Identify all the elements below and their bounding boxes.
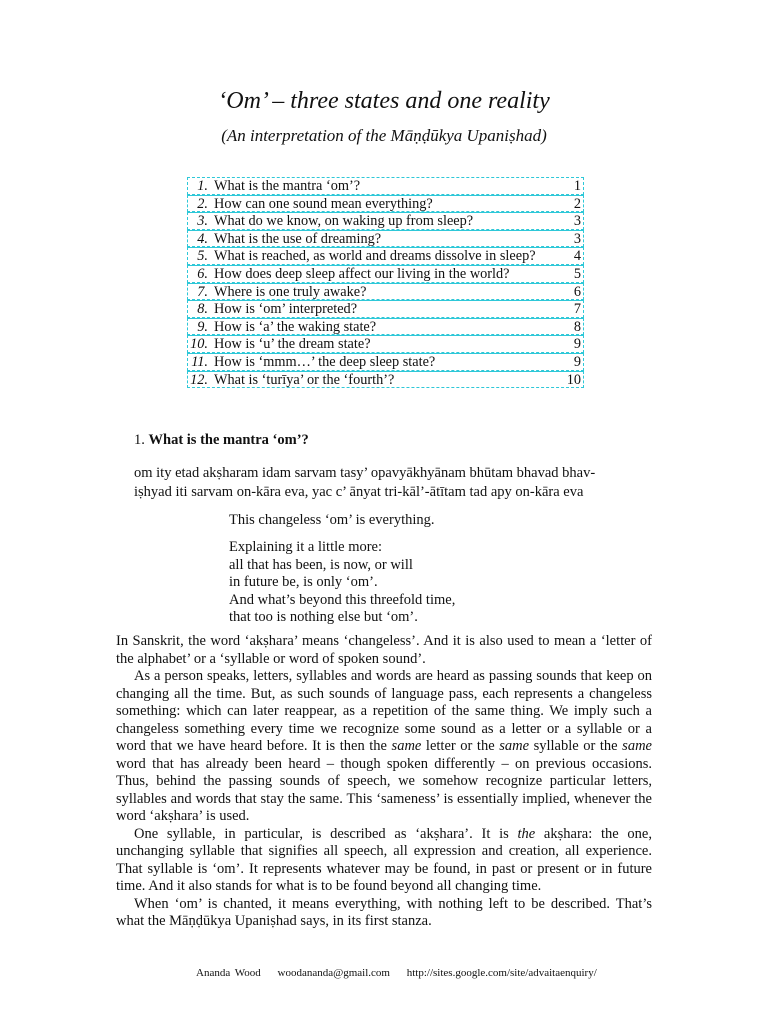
verse-line: And what’s beyond this threefold time, — [229, 591, 456, 608]
verse-line: Explaining it a little more: — [229, 539, 383, 555]
verse-line: in future be, is only ‘om’. — [229, 574, 378, 590]
section-heading — [134, 432, 309, 449]
toc-number: 6. — [197, 265, 208, 282]
body-text — [116, 633, 652, 931]
toc-page: 6 — [573, 283, 581, 300]
footer-author: Ananda Wood — [196, 967, 261, 979]
section-number: 1. — [134, 432, 145, 448]
toc-number: 1. — [197, 178, 208, 194]
verse-line: that too is nothing else but ‘om’. — [229, 609, 418, 625]
section-title: What is the mantra ‘om’? — [148, 432, 309, 448]
toc-link-3[interactable] — [187, 212, 584, 230]
toc-title: Where is one truly awake? — [214, 283, 367, 300]
toc-number: 5. — [197, 248, 208, 265]
toc-link-8[interactable] — [187, 300, 584, 318]
toc-title: What is the use of dreaming? — [214, 230, 382, 247]
sanskrit-line: iṣhyad iti sarvam on-kāra eva, yac c’ ānyat tri-kāl’-ātītam tad apy on-kāra eva — [134, 484, 584, 500]
paragraph-3: One syllable, in particular, is described as ‘akṣhara’. It is the akṣhara: the one, unchanging syllable that signifies all speech, all expression and creation, all experience. That syllable is ‘om’. It represents whatever may be found, in past or present or in future time. And it also stands for what is to be found beyond all changing time. — [116, 825, 652, 894]
paragraph-1: In Sanskrit, the word ‘akṣhara’ means ‘changeless’. And it is also used to mean a ‘letter of the alphabet’ or a ‘syllable or word of spoken sound’. — [116, 633, 652, 667]
toc-link-6[interactable] — [187, 265, 584, 283]
toc-page: 4 — [573, 248, 581, 265]
toc-number: 8. — [197, 301, 208, 318]
toc-title: How is ‘u’ the dream state? — [214, 336, 371, 353]
toc-page: 9 — [573, 353, 581, 370]
toc-number: 3. — [197, 213, 208, 230]
paragraph-4: When ‘om’ is chanted, it means everything, with nothing left to be described. That’s what the Māṇḍūkya Upaniṣhad says, in its first stanza. — [116, 895, 652, 929]
toc-number: 2. — [197, 195, 208, 212]
table-of-contents — [187, 177, 584, 388]
toc-link-7[interactable] — [187, 283, 584, 301]
toc-page: 8 — [573, 318, 581, 335]
toc-page: 3 — [573, 213, 581, 230]
toc-page: 2 — [573, 195, 581, 212]
toc-title: What is reached, as world and dreams dissolve in sleep? — [214, 248, 536, 265]
toc-number: 10. — [190, 336, 208, 353]
toc-title: How can one sound mean everything? — [214, 195, 433, 212]
toc-page: 9 — [573, 336, 581, 353]
toc-page: 5 — [573, 265, 581, 282]
toc-title: How is ‘mmm…’ the deep sleep state? — [214, 353, 436, 370]
footer-email[interactable]: woodananda@gmail.com — [277, 967, 390, 979]
toc-number: 12. — [190, 371, 208, 388]
toc-number: 11. — [191, 353, 208, 370]
paragraph-2: As a person speaks, letters, syllables and words are heard as passing sounds that keep on changing all the time. But, as such sounds of language pass, each represents a changeless something: which can later reappear, as a repetition of the same thing. We imply such a changeless something every time we recognize some sound as a letter or a syllable or a word that we have heard before. It is then the same letter or the same syllable or the same word that has already been heard – though spoken differently – on previous occasions. Thus, behind the passing sounds of speech, we somehow recognize particular letters, syllables and words that stay the same. This ‘sameness’ is essentially implied, whenever the word ‘akṣhara’ is used. — [116, 668, 652, 824]
page-footer — [196, 967, 609, 979]
toc-link-1[interactable] — [187, 177, 584, 195]
toc-page: 10 — [566, 371, 581, 388]
translation-line: This changeless ‘om’ is everything. — [229, 512, 435, 528]
toc-link-4[interactable] — [187, 230, 584, 248]
toc-link-5[interactable] — [187, 247, 584, 265]
toc-title: How is ‘a’ the waking state? — [214, 318, 377, 335]
translation-verse — [229, 539, 455, 627]
toc-link-12[interactable] — [187, 371, 584, 389]
toc-number: 4. — [197, 230, 208, 247]
toc-title: How is ‘om’ interpreted? — [214, 301, 358, 318]
toc-link-9[interactable] — [187, 318, 584, 336]
toc-link-10[interactable] — [187, 335, 584, 353]
sanskrit-line: om ity etad akṣharam idam sarvam tasy’ opavyākhyānam bhūtam bhavad bhav- — [134, 465, 596, 481]
verse-line: all that has been, is now, or will — [229, 556, 413, 573]
footer-url[interactable]: http://sites.google.com/site/advaitaenquiry/ — [406, 967, 597, 979]
sanskrit-verse — [134, 464, 654, 502]
toc-title: What is the mantra ‘om’? — [214, 178, 361, 194]
toc-title: What do we know, on waking up from sleep? — [214, 213, 474, 230]
toc-page: 1 — [573, 178, 581, 194]
toc-number: 7. — [197, 283, 208, 300]
toc-link-11[interactable] — [187, 353, 584, 371]
toc-number: 9. — [197, 318, 208, 335]
toc-title: What is ‘turīya’ or the ‘fourth’? — [214, 371, 395, 388]
toc-page: 7 — [573, 301, 581, 318]
page-subtitle: (An interpretation of the Māṇḍūkya Upaniṣhad) — [221, 126, 547, 145]
page-title: ‘Om’ – three states and one reality — [218, 88, 550, 114]
toc-title: How does deep sleep affect our living in the world? — [214, 265, 510, 282]
toc-page: 3 — [573, 230, 581, 247]
toc-link-2[interactable] — [187, 195, 584, 213]
